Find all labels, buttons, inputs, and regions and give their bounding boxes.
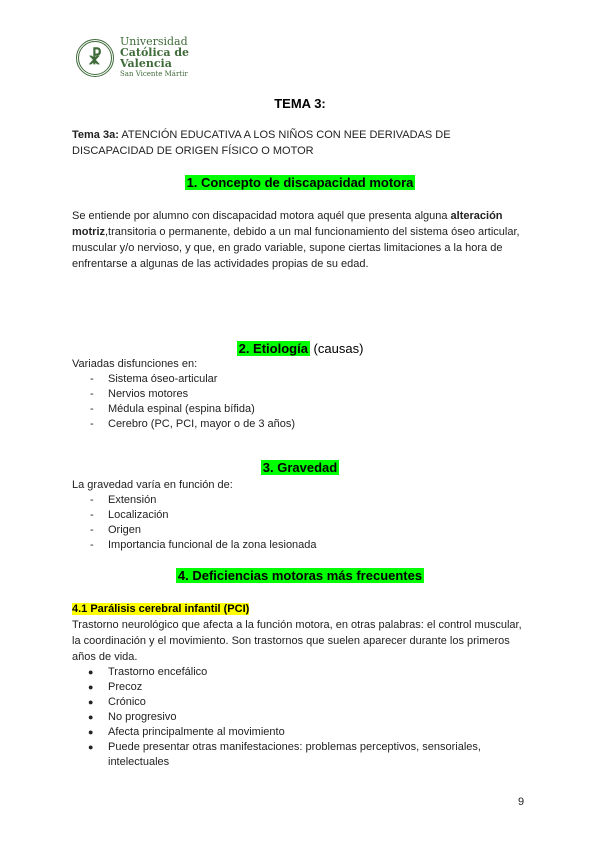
list-item: - Extensión — [72, 493, 532, 508]
subtitle-text: ATENCIÓN EDUCATIVA A LOS NIÑOS CON NEE DERIVADAS DE DISCAPACIDAD DE ORIGEN FÍSICO O MOTOR — [72, 129, 451, 157]
list-item: - Localización — [72, 508, 532, 523]
subtitle — [72, 127, 532, 159]
list-item: ● Crónico — [72, 695, 532, 710]
logo-line: Católica de — [120, 46, 190, 59]
list-item: ● No progresivo — [72, 710, 532, 725]
paragraph: Trastorno neurológico que afecta a la función motora, en otras palabras: el control muscular, la coordinación y el movimiento. Son trastornos que suelen aparecer durante los primeros años de vida. — [72, 619, 522, 663]
text: ,transitoria o permanente, debido a un mal funcionamiento del sistema óseo articular, muscular y/o nervioso, y que, en grado variable, supone ciertas limitaciones a la hora de enfrentarse a algunas de las actividades propias de su edad. — [72, 226, 520, 270]
list-item: ● Puede presentar otras manifestaciones: problemas perceptivos, sensoriales, intelectuales — [72, 740, 508, 770]
list-item: - Nervios motores — [72, 387, 532, 402]
list-item: - Sistema óseo-articular — [72, 372, 532, 387]
subheading: 4.1 Parálisis cerebral infantil (PCI) — [72, 603, 250, 615]
subtitle-label: Tema 3a: — [72, 129, 119, 141]
university-logo — [76, 36, 189, 80]
list-item: - Importancia funcional de la zona lesionada — [72, 538, 532, 553]
section-3-heading — [0, 460, 600, 475]
section-3-body — [72, 477, 532, 553]
section-4-heading — [0, 568, 600, 583]
section-2-heading — [0, 341, 600, 356]
heading-text: 4. Deficiencias motoras más frecuentes — [177, 568, 423, 583]
list-item: ● Trastorno encefálico — [72, 665, 532, 680]
logo-line: San Vicente Mártir — [120, 70, 188, 78]
heading-text: 2. Etiología — [238, 341, 308, 356]
list-item: - Médula espinal (espina bífida) — [72, 402, 532, 417]
page-title: TEMA 3: — [274, 96, 326, 111]
heading-text: 3. Gravedad — [262, 460, 338, 475]
text: Se entiende por alumno con discapacidad motora aquél que presenta alguna — [72, 210, 451, 222]
section-4-body — [72, 601, 532, 770]
heading-suffix: (causas) — [309, 341, 364, 356]
list-item: - Origen — [72, 523, 532, 538]
list-item: ● Afecta principalmente al movimiento — [72, 725, 532, 740]
section-1-paragraph — [72, 208, 532, 272]
intro: La gravedad varía en función de: — [72, 479, 233, 491]
section-1-heading — [0, 175, 600, 190]
list-item: ● Precoz — [72, 680, 532, 695]
list-item: - Cerebro (PC, PCI, mayor o de 3 años) — [72, 417, 532, 432]
logo-line: Valencia — [120, 57, 172, 70]
logo-line: Universidad — [120, 35, 188, 48]
bold-text: alteración motriz — [72, 210, 503, 238]
heading-text: 1. Concepto de discapacidad motora — [186, 175, 414, 190]
section-2-body — [72, 356, 532, 432]
university-seal-icon: ☧ — [76, 39, 114, 77]
page-number: 9 — [518, 796, 525, 808]
intro: Variadas disfunciones en: — [72, 358, 198, 370]
